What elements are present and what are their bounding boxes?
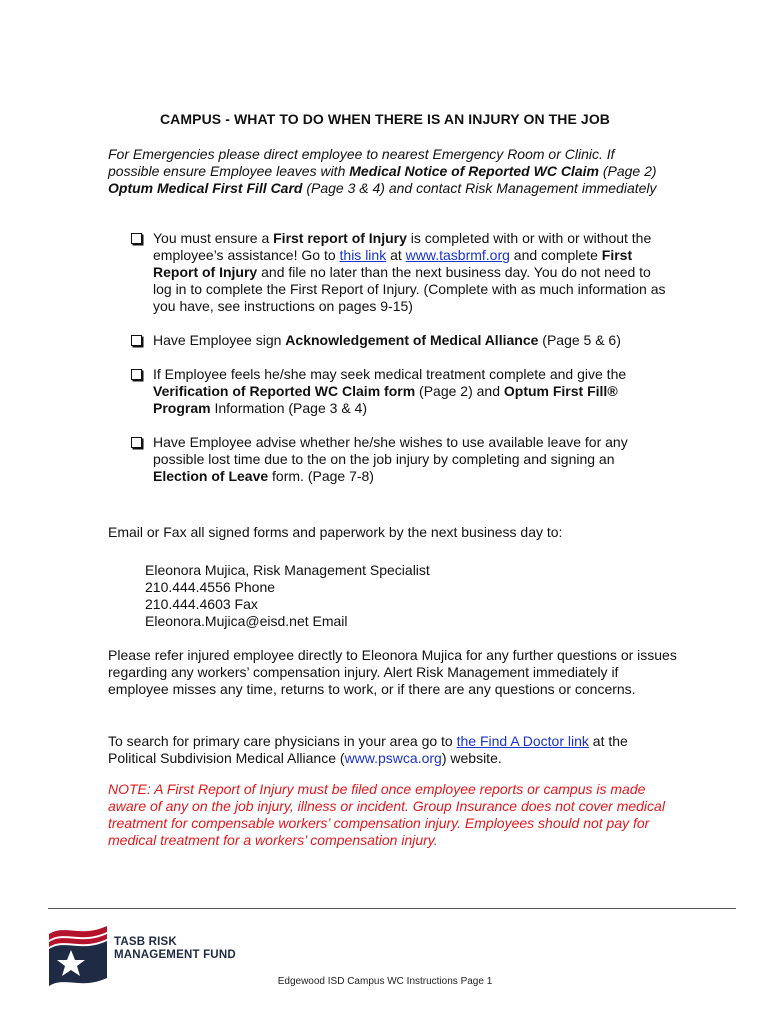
item-text: You must ensure a bbox=[153, 230, 274, 246]
checklist-item-verification bbox=[131, 366, 671, 417]
page-title: CAMPUS - WHAT TO DO WHEN THERE IS AN INJURY ON THE JOB bbox=[159, 111, 611, 127]
search-text: at the Political Subdivision Medical Alliance ( bbox=[108, 733, 628, 766]
logo-line-2: MANAGEMENT FUND bbox=[114, 949, 236, 961]
checklist-item-acknowledgement bbox=[131, 332, 671, 349]
item-text: (Page 5 & 6) bbox=[538, 332, 621, 348]
item-bold: Election of Leave bbox=[153, 468, 269, 484]
item-text: is completed with or with or without the employee’s assistance! Go to bbox=[153, 230, 652, 263]
find-doctor-paragraph bbox=[108, 733, 678, 767]
intro-text: (Page 2) bbox=[598, 163, 657, 179]
tasbrmf-link[interactable]: www.tasbrmf.org bbox=[405, 247, 510, 263]
contact-name: Eleonora Mujica, Risk Management Specialist bbox=[145, 562, 430, 578]
contact-phone: 210.444.4556 Phone bbox=[145, 579, 276, 595]
item-bold: Optum First Fill® Program bbox=[153, 383, 618, 416]
intro-bold-optum-card: Optum Medical First Fill Card bbox=[108, 180, 303, 196]
refer-paragraph: Please refer injured employee directly to Eleonora Mujica for any further questions or issues regarding any workers’ compensation injury. Alert Risk Management immediately if employee misses any time, returns to work, or if there are any questions or concerns. bbox=[108, 647, 677, 697]
item-text: at bbox=[386, 247, 406, 263]
item-bold: First report of Injury bbox=[273, 230, 407, 246]
contact-fax: 210.444.4603 Fax bbox=[145, 596, 258, 612]
item-text: Have Employee advise whether he/she wishes to use available leave for any possible lost time due to the on the job injury by completing and signing an bbox=[153, 434, 628, 467]
intro-bold-medical-notice: Medical Notice of Reported WC Claim bbox=[349, 163, 599, 179]
page-footer: Edgewood ISD Campus WC Instructions Page 1 bbox=[277, 976, 493, 987]
note-paragraph: NOTE: A First Report of Injury must be filed once employee reports or campus is made aware of any on the job injury, illness or incident. Group Insurance does not cover medical treatment for compensable workers’ compensation injury. Employees should not pay for medical treatment for a workers’ compensation injury. bbox=[108, 781, 665, 848]
checklist-item-election-of-leave bbox=[131, 434, 671, 485]
checkbox-icon bbox=[131, 369, 142, 380]
item-bold: Verification of Reported WC Claim form bbox=[153, 383, 416, 399]
checklist-item-first-report bbox=[131, 230, 671, 315]
item-text: form. (Page 7-8) bbox=[268, 468, 374, 484]
item-text: Have Employee sign bbox=[153, 332, 286, 348]
item-text: Information (Page 3 & 4) bbox=[210, 400, 367, 416]
contact-block bbox=[145, 562, 430, 630]
checkbox-icon bbox=[131, 437, 142, 448]
find-a-doctor-link[interactable]: the Find A Doctor link bbox=[456, 733, 589, 749]
item-bold: Acknowledgement of Medical Alliance bbox=[285, 332, 539, 348]
this-link[interactable]: this link bbox=[339, 247, 387, 263]
item-bold: First Report of Injury bbox=[153, 247, 633, 280]
emergency-intro bbox=[108, 146, 668, 197]
item-text: and file no later than the next business day. You do not need to log in to complete the First Report of Injury. (Complete with as much information as you have, see instructions on pages 9-15) bbox=[153, 264, 666, 314]
checkbox-icon bbox=[131, 233, 142, 244]
contact-email: Eleonora.Mujica@eisd.net Email bbox=[145, 613, 348, 629]
pswca-link[interactable]: www.pswca.org bbox=[344, 750, 442, 766]
item-text: (Page 2) and bbox=[415, 383, 504, 399]
logo-line-1: TASB RISK bbox=[114, 936, 177, 948]
logo-wordmark bbox=[114, 936, 236, 962]
item-text: and complete bbox=[509, 247, 602, 263]
checklist bbox=[131, 230, 671, 502]
intro-text: (Page 3 & 4) and contact Risk Management immediately bbox=[302, 180, 657, 196]
email-fax-instructions: Email or Fax all signed forms and paperwork by the next business day to: bbox=[108, 524, 563, 540]
item-text: If Employee feels he/she may seek medical treatment complete and give the bbox=[153, 366, 627, 382]
search-text: To search for primary care physicians in your area go to bbox=[108, 733, 457, 749]
footer-divider bbox=[48, 908, 736, 909]
search-text: ) website. bbox=[441, 750, 502, 766]
intro-text: For Emergencies please direct employee to nearest Emergency Room or Clinic. If possible ensure Employee leaves with bbox=[108, 146, 615, 179]
checkbox-icon bbox=[131, 335, 142, 346]
